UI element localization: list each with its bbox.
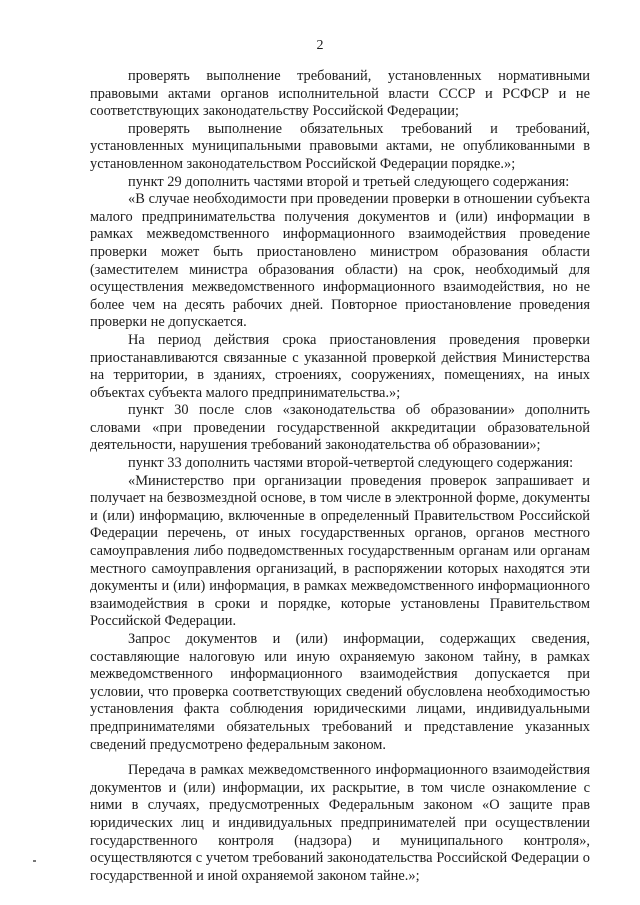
paragraph: проверять выполнение требований, установленных нормативными правовыми актами органов исполнительной власти СССР и РСФСР и не соответствующих законодательству Российской Федерации;: [90, 68, 590, 120]
paragraph: «Министерство при организации проведения проверок запрашивает и получает на безвозмездной основе, в том числе в электронной форме, документы и (или) информацию, включенные в определенный Правительством Российской Федерации перечень, от иных государственных органов, органов местного самоуправления либо подведомственных государственным органам или органам местного самоуправления организаций, в распоряжении которых находятся эти документы и (или) информация, в рамках межведомственного информационного взаимодействия в сроки и порядке, которые установлены Правительством Российской Федерации.: [90, 472, 590, 630]
paragraph: пункт 29 дополнить частями второй и третьей следующего содержания:: [128, 173, 570, 190]
paragraph: «В случае необходимости при проведении проверки в отношении субъекта малого предпринимательства получения документов и (или) информации в рамках межведомственного информационного взаимодействия проведение проверки может быть приостановлено министром образования области (заместителем министра образования области) на срок, необходимый для осуществления межведомственного информационного взаимодействия, но не более чем на десять рабочих дней. Повторное приостановление проведения проверки не допускается.: [90, 191, 590, 331]
paragraph: пункт 33 дополнить частями второй-четвертой следующего содержания:: [128, 455, 574, 472]
paragraph: На период действия срока приостановления проведения проверки приостанавливаются связанные с указанной проверкой действия Министерства на территории, в зданиях, строениях, сооружениях, помещениях, на иных объектах субъекта малого предпринимательства.»;: [90, 331, 590, 401]
paragraph: Запрос документов и (или) информации, содержащих сведения, составляющие налоговую или иную охраняемую законом тайну, в рамках межведомственного информационного взаимодействия допускается при условии, что проверка соответствующих сведений обусловлена необходимостью установления факта соблюдения юридическими лицами, индивидуальными предпринимателями обязательных требований и представление указанных сведений предусмотрено федеральным законом.: [90, 631, 590, 753]
page-number: 2: [316, 38, 324, 53]
paragraph: пункт 30 после слов «законодательства об образовании» дополнить словами «при проведении государственной аккредитации образовательной деятельности, нарушения требований законодательства об образовании»;: [90, 402, 590, 454]
paragraph: Передача в рамках межведомственного информационного взаимодействия документов и (или) информации, их раскрытие, в том числе ознакомление с ними в случаях, предусмотренных Федеральным законом «О защите прав юридических лиц и индивидуальных предпринимателей при осуществлении государственного контроля (надзора) и муниципального контроля», осуществляются с учетом требований законодательства Российской Федерации о государственной и иной охраняемой законом тайне.»;: [90, 762, 590, 884]
body-text: [90, 68, 590, 885]
scan-mark: [33, 860, 36, 862]
paragraph: проверять выполнение обязательных требований и требований, установленных муниципальными правовыми актами, не опубликованными в установленном законодательством Российской Федерации порядке.»;: [90, 120, 590, 172]
